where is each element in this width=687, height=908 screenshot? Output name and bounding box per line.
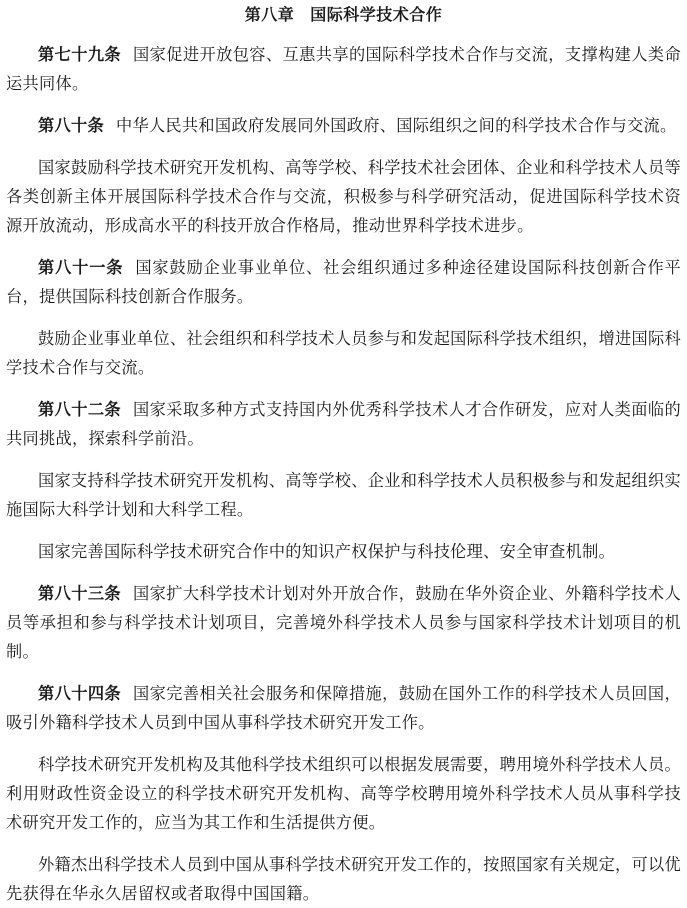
- paragraph-text: 国家采取多种方式支持国内外优秀科学技术人才合作研发，应对人类面临的共同挑战，探索科学前沿。: [6, 400, 681, 448]
- paragraph: [6, 850, 681, 908]
- article-list: [6, 40, 681, 908]
- paragraph-text: 国家扩大科学技术计划对外开放合作，鼓励在华外资企业、外籍科学技术人员等承担和参与科学技术计划项目，完善境外科学技术人员参与国家科学技术计划项目的机制。: [6, 584, 681, 661]
- article-number: 第八十二条: [38, 400, 122, 419]
- paragraph-text: 国家支持科学技术研究开发机构、高等学校、企业和科学技术人员积极参与和发起组织实施国际大科学计划和大科学工程。: [6, 471, 682, 519]
- paragraph: [6, 324, 681, 382]
- paragraph: [6, 679, 681, 737]
- paragraph: [6, 111, 681, 140]
- paragraph-text: 中华人民共和国政府发展同外国政府、国际组织之间的科学技术合作与交流。: [115, 116, 677, 135]
- paragraph: [6, 40, 681, 98]
- article-number: 第八十一条: [38, 258, 124, 277]
- article-number: 第八十四条: [38, 684, 122, 703]
- article-number: 第八十三条: [38, 584, 122, 603]
- paragraph-text: 外籍杰出科学技术人员到中国从事科学技术研究开发工作的，按照国家有关规定，可以优先获得在华永久居留权或者取得中国国籍。: [6, 855, 682, 903]
- paragraph-text: 鼓励企业事业单位、社会组织和科学技术人员参与和发起国际科学技术组织，增进国际科学技术合作与交流。: [6, 329, 682, 377]
- paragraph: [6, 579, 681, 666]
- paragraph-text: 国家完善国际科学技术研究合作中的知识产权保护与科技伦理、安全审查机制。: [38, 542, 616, 561]
- paragraph-text: 国家鼓励企业事业单位、社会组织通过多种途径建设国际科技创新合作平台，提供国际科技创新合作服务。: [6, 258, 681, 306]
- chapter-name: 国际科学技术合作: [310, 5, 443, 24]
- paragraph-text: 国家鼓励科学技术研究开发机构、高等学校、科学技术社会团体、企业和科学技术人员等各类创新主体开展国际科学技术合作与交流，积极参与科学研究活动，促进国际科学技术资源开放流动，形成高水平的科技开放合作格局，推动世界科学技术进步。: [6, 158, 682, 235]
- chapter-title: [6, 4, 681, 26]
- paragraph-text: 国家完善相关社会服务和保障措施，鼓励在国外工作的科学技术人员回国，吸引外籍科学技术人员到中国从事科学技术研究开发工作。: [6, 684, 681, 732]
- chapter-number: 第八章: [244, 5, 295, 24]
- paragraph: [6, 466, 681, 524]
- article-number: 第七十九条: [38, 45, 122, 64]
- paragraph-text: 科学技术研究开发机构及其他科学技术组织可以根据发展需要，聘用境外科学技术人员。利用财政性资金设立的科学技术研究开发机构、高等学校聘用境外科学技术人员从事科学技术研究开发工作的，应当为其工作和生活提供方便。: [6, 755, 682, 832]
- paragraph: [6, 153, 681, 240]
- paragraph: [6, 750, 681, 837]
- paragraph-text: 国家促进开放包容、互惠共享的国际科学技术合作与交流，支撑构建人类命运共同体。: [6, 45, 681, 93]
- paragraph: [6, 253, 681, 311]
- paragraph: [6, 395, 681, 453]
- article-number: 第八十条: [38, 116, 104, 135]
- paragraph: [6, 537, 681, 566]
